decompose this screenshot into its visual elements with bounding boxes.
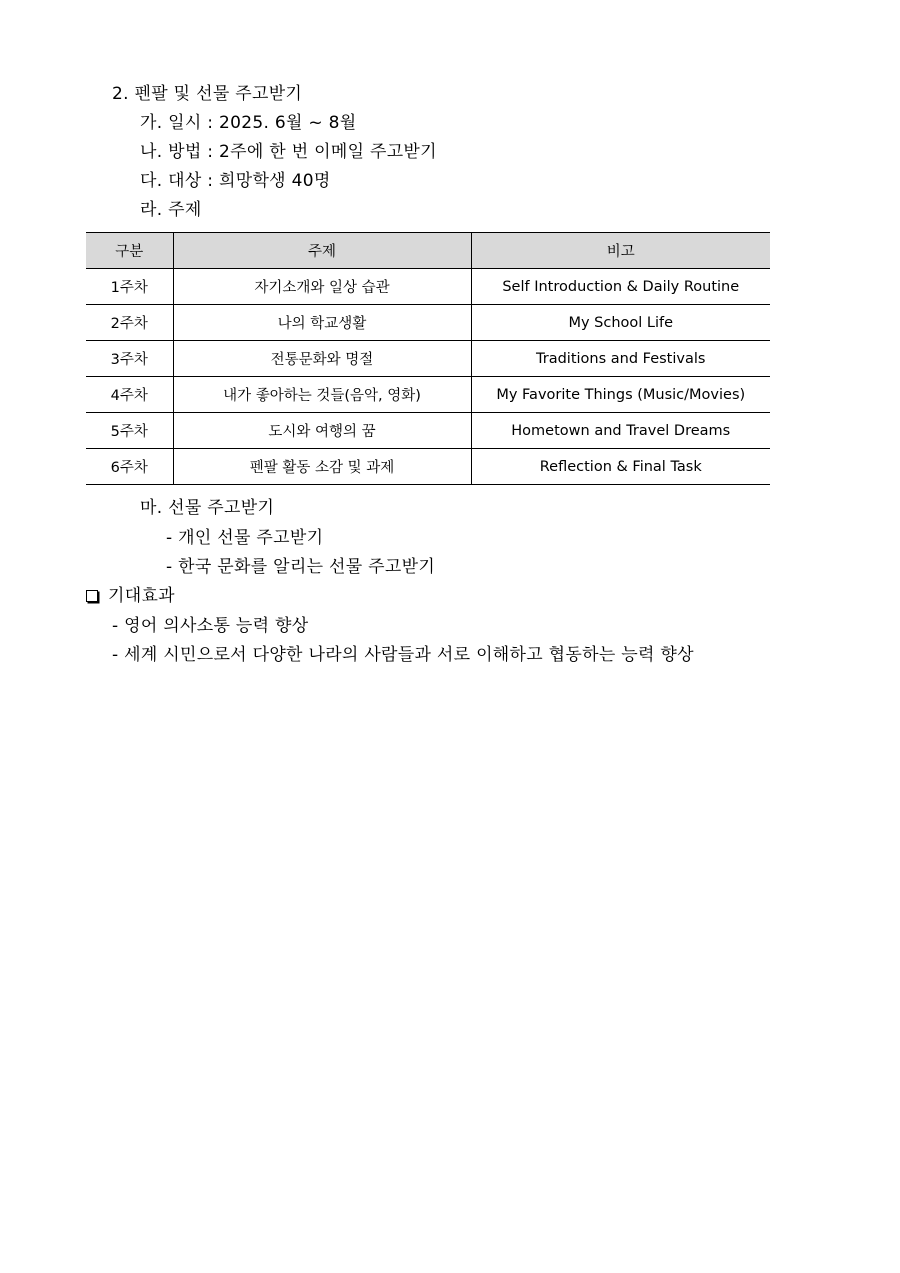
gift-item: - 한국 문화를 알리는 선물 주고받기: [166, 557, 436, 577]
target-line: 다. 대상 : 희망학생 40명: [140, 171, 331, 191]
topic-cell: 나의 학교생활: [173, 305, 471, 341]
week-cell: 3주차: [86, 341, 173, 377]
topics-table: [86, 232, 770, 485]
topic-cell: 펜팔 활동 소감 및 과제: [173, 449, 471, 485]
note-cell: Self Introduction & Daily Routine: [471, 269, 770, 305]
note-cell: Hometown and Travel Dreams: [471, 413, 770, 449]
topic-cell: 도시와 여행의 꿈: [173, 413, 471, 449]
week-cell: 4주차: [86, 377, 173, 413]
note-cell: Reflection & Final Task: [471, 449, 770, 485]
schedule-line: 가. 일시 : 2025. 6월 ~ 8월: [140, 113, 357, 133]
topic-cell: 전통문화와 명절: [173, 341, 471, 377]
expected-effects-title: 기대효과: [108, 586, 175, 606]
effect-item: - 세계 시민으로서 다양한 나라의 사람들과 서로 이해하고 협동하는 능력 향상: [112, 645, 694, 665]
week-cell: 6주차: [86, 449, 173, 485]
table-row: [86, 377, 770, 413]
week-cell: 1주차: [86, 269, 173, 305]
table-row: [86, 341, 770, 377]
expected-effects-heading: [86, 584, 175, 608]
effect-item: - 영어 의사소통 능력 향상: [112, 616, 309, 636]
table-row: [86, 269, 770, 305]
table-row: [86, 449, 770, 485]
note-cell: My School Life: [471, 305, 770, 341]
week-cell: 2주차: [86, 305, 173, 341]
topic-heading: 라. 주제: [140, 200, 202, 220]
gifts-heading: 마. 선물 주고받기: [140, 498, 275, 518]
header-topic: 주제: [173, 233, 471, 269]
note-cell: Traditions and Festivals: [471, 341, 770, 377]
header-note: 비고: [471, 233, 770, 269]
gift-item: - 개인 선물 주고받기: [166, 528, 324, 548]
checkbox-bullet-icon: [86, 590, 98, 602]
table-row: [86, 305, 770, 341]
week-cell: 5주차: [86, 413, 173, 449]
topic-cell: 내가 좋아하는 것들(음악, 영화): [173, 377, 471, 413]
table-header-row: [86, 233, 770, 269]
header-week: 구분: [86, 233, 173, 269]
note-cell: My Favorite Things (Music/Movies): [471, 377, 770, 413]
table-row: [86, 413, 770, 449]
topic-cell: 자기소개와 일상 습관: [173, 269, 471, 305]
method-line: 나. 방법 : 2주에 한 번 이메일 주고받기: [140, 142, 437, 162]
section-heading: 2. 펜팔 및 선물 주고받기: [112, 84, 303, 104]
